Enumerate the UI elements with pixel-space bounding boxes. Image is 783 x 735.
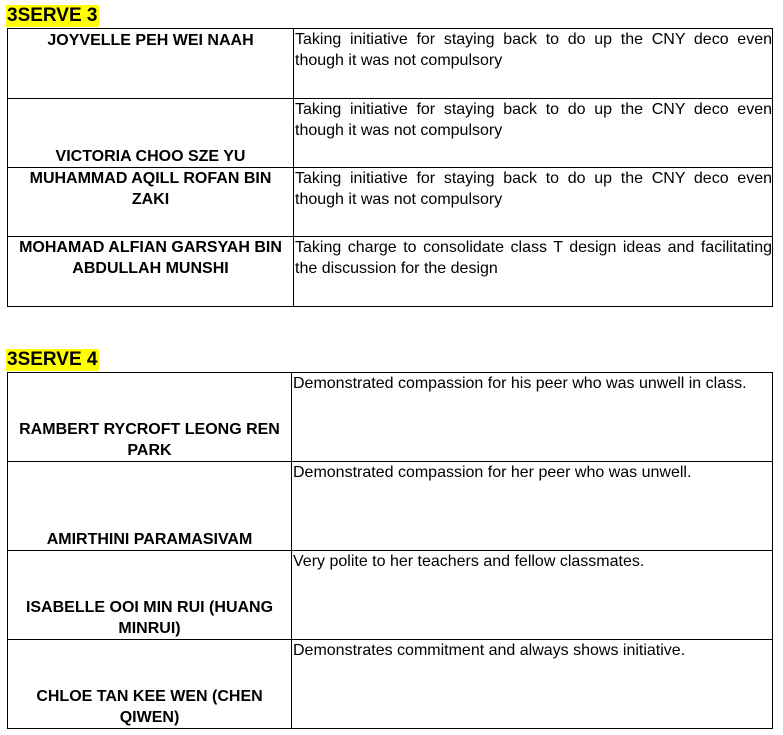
student-name: RAMBERT RYCROFT LEONG REN PARK <box>19 421 280 459</box>
section-heading-3serve-3: 3SERVE 3 <box>7 5 98 26</box>
description-cell <box>292 640 773 729</box>
description-cell <box>294 237 773 307</box>
student-name-cell <box>8 640 292 729</box>
description-text: Taking initiative for staying back to do up the CNY deco even though it was not compulsory <box>295 31 772 69</box>
section-heading-3serve-4: 3SERVE 4 <box>7 349 98 370</box>
description-cell <box>292 373 773 462</box>
description-cell <box>294 99 773 168</box>
description-cell <box>294 29 773 99</box>
description-text: Taking charge to consolidate class T design ideas and facilitating the discussion for the design <box>295 239 772 277</box>
student-name: JOYVELLE PEH WEI NAAH <box>47 32 254 49</box>
description-text: Taking initiative for staying back to do up the CNY deco even though it was not compulsory <box>295 170 772 208</box>
student-name-cell <box>8 29 294 99</box>
table-row <box>8 640 773 729</box>
student-name-cell <box>8 168 294 237</box>
student-name-cell <box>8 551 292 640</box>
student-name: MUHAMMAD AQILL ROFAN BIN ZAKI <box>29 170 272 208</box>
description-text: Demonstrates commitment and always shows initiative. <box>293 642 686 659</box>
student-name-cell <box>8 99 294 168</box>
table-row <box>8 99 773 168</box>
table-row <box>8 237 773 307</box>
award-table-3serve-4 <box>7 372 773 729</box>
description-cell <box>292 462 773 551</box>
table-row <box>8 551 773 640</box>
award-table-3serve-3 <box>7 28 773 307</box>
table-row <box>8 168 773 237</box>
description-cell <box>292 551 773 640</box>
description-text: Demonstrated compassion for her peer who was unwell. <box>293 464 692 481</box>
student-name-cell <box>8 462 292 551</box>
description-cell <box>294 168 773 237</box>
student-name: VICTORIA CHOO SZE YU <box>55 148 246 165</box>
student-name-cell <box>8 237 294 307</box>
description-text: Very polite to her teachers and fellow classmates. <box>293 553 645 570</box>
table-row <box>8 29 773 99</box>
table-row <box>8 373 773 462</box>
description-text: Taking initiative for staying back to do up the CNY deco even though it was not compulsory <box>295 101 772 139</box>
student-name-cell <box>8 373 292 462</box>
student-name: MOHAMAD ALFIAN GARSYAH BIN ABDULLAH MUNSHI <box>19 239 282 277</box>
student-name: AMIRTHINI PARAMASIVAM <box>46 531 253 548</box>
student-name: CHLOE TAN KEE WEN (CHEN QIWEN) <box>36 688 263 726</box>
table-row <box>8 462 773 551</box>
student-name: ISABELLE OOI MIN RUI (HUANG MINRUI) <box>25 599 274 637</box>
description-text: Demonstrated compassion for his peer who was unwell in class. <box>293 375 747 392</box>
